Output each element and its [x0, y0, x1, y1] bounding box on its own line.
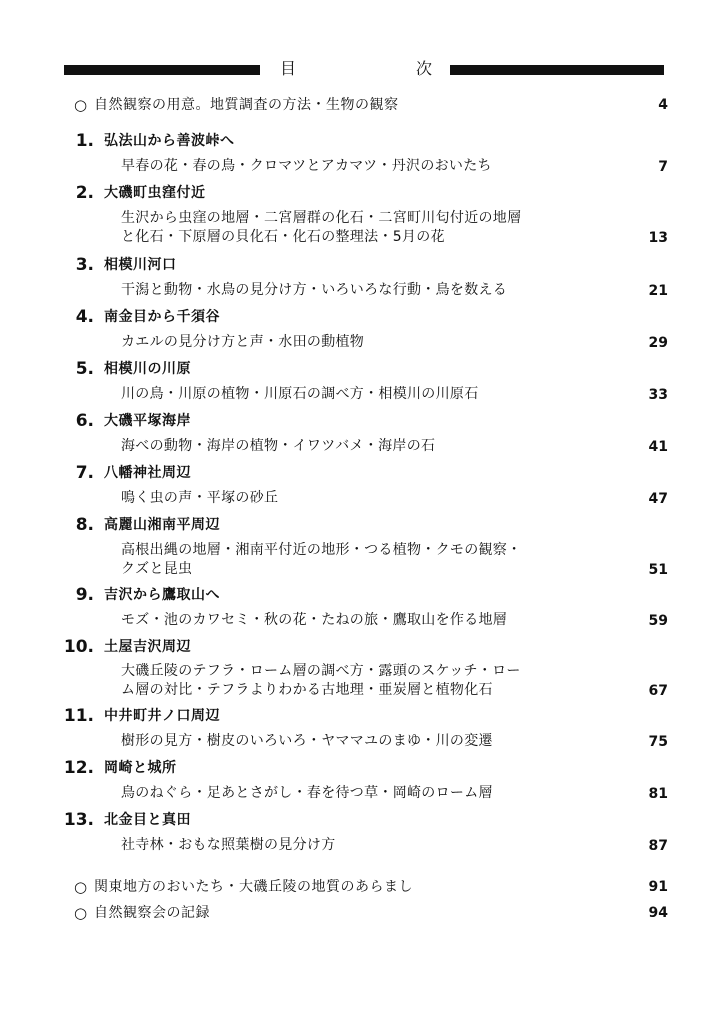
chapter-title: 岡崎と城所 — [104, 760, 177, 776]
chapter-title: 中井町井ノ口周辺 — [104, 708, 220, 724]
page-number: 87 — [648, 838, 668, 854]
toc-entry-text: 関東地方のおいたち・大磯丘陵の地質のあらまし — [94, 879, 413, 895]
chapter-topics-line: と化石・下原層の貝化石・化石の整理法・5月の花 — [121, 229, 445, 245]
chapter-title: 八幡神社周辺 — [104, 465, 191, 481]
header-rule-right — [450, 65, 664, 75]
chapter-number: 6. — [75, 411, 94, 431]
chapter-topics-line: 干潟と動物・水鳥の見分け方・いろいろな行動・鳥を数える — [121, 282, 508, 298]
chapter-number: 7. — [75, 463, 94, 483]
chapter-topics-line: 生沢から虫窪の地層・二宮層群の化石・二宮町川匂付近の地層 — [121, 210, 522, 226]
header-title-right: 次 — [416, 59, 433, 78]
page-number: 33 — [648, 387, 668, 403]
chapter-topics-line: 鳴く虫の声・平塚の砂丘 — [121, 490, 279, 506]
chapter-title: 北金目と真田 — [104, 812, 191, 828]
chapter-number: 9. — [75, 585, 94, 605]
chapter-topics-line: 鳥のねぐら・足あとさがし・春を待つ草・岡崎のローム層 — [121, 785, 493, 801]
chapter-topics-line: 社寺林・おもな照葉樹の見分け方 — [121, 837, 336, 853]
header-rule-left — [64, 65, 260, 75]
chapter-number: 11. — [63, 706, 94, 726]
chapter-title: 大磯平塚海岸 — [104, 413, 191, 429]
chapter-number: 12. — [63, 758, 94, 778]
toc-header — [64, 58, 664, 82]
page-number: 41 — [648, 439, 668, 455]
chapter-topics-line: 海べの動物・海岸の植物・イワツバメ・海岸の石 — [121, 438, 436, 454]
chapter-number: 13. — [63, 810, 94, 830]
circle-bullet-icon: ○ — [74, 878, 88, 896]
chapter-number: 4. — [75, 307, 94, 327]
header-title-left: 目 — [280, 59, 297, 78]
page-number: 91 — [648, 879, 668, 895]
chapter-topics-line: 樹形の見方・樹皮のいろいろ・ヤママユのまゆ・川の変遷 — [121, 733, 493, 749]
chapter-number: 8. — [75, 515, 94, 535]
chapter-title: 相模川河口 — [104, 257, 177, 273]
chapter-title: 大磯町虫窪付近 — [104, 185, 206, 201]
toc-entry-text: 自然観察の用意。地質調査の方法・生物の観察 — [94, 97, 399, 113]
chapter-topics-line: ム層の対比・テフラよりわかる古地理・亜炭層と植物化石 — [121, 682, 493, 698]
page-number: 75 — [648, 734, 668, 750]
circle-bullet-icon: ○ — [74, 904, 88, 922]
page-number: 59 — [648, 613, 668, 629]
page-number: 21 — [648, 283, 668, 299]
chapter-topics-line: モズ・池のカワセミ・秋の花・たねの旅・鷹取山を作る地層 — [121, 612, 508, 628]
page-number: 81 — [648, 786, 668, 802]
chapter-title: 土屋吉沢周辺 — [104, 639, 191, 655]
chapter-topics-line: カエルの見分け方と声・水田の動植物 — [121, 334, 365, 350]
circle-bullet-icon: ○ — [74, 96, 88, 114]
toc-entry-text: 自然観察会の記録 — [94, 905, 210, 921]
chapter-topics-line: 早春の花・春の鳥・クロマツとアカマツ・丹沢のおいたち — [121, 158, 492, 174]
chapter-title: 吉沢から鷹取山へ — [104, 587, 220, 603]
chapter-topics-line: 高根出縄の地層・湘南平付近の地形・つる植物・クモの観察・ — [121, 542, 522, 558]
chapter-topics-line: 川の鳥・川原の植物・川原石の調べ方・相模川の川原石 — [121, 386, 479, 402]
chapter-title: 弘法山から善波峠へ — [104, 133, 235, 149]
chapter-title: 南金目から千須谷 — [104, 309, 220, 325]
chapter-title: 高麗山湘南平周辺 — [104, 517, 220, 533]
page-number: 4 — [658, 97, 668, 113]
chapter-topics-line: 大磯丘陵のテフラ・ローム層の調べ方・露頭のスケッチ・ロー — [121, 663, 521, 679]
page-number: 67 — [648, 683, 668, 699]
chapter-number: 5. — [75, 359, 94, 379]
chapter-number: 3. — [75, 255, 94, 275]
chapter-number: 2. — [75, 183, 94, 203]
page-number: 13 — [648, 230, 668, 246]
chapter-number: 10. — [63, 637, 94, 657]
page-number: 29 — [648, 335, 668, 351]
page-number: 94 — [648, 905, 668, 921]
chapter-number: 1. — [75, 131, 94, 151]
chapter-title: 相模川の川原 — [104, 361, 191, 377]
page-number: 47 — [648, 491, 668, 507]
page-number: 51 — [648, 562, 668, 578]
page-number: 7 — [658, 159, 668, 175]
chapter-topics-line: クズと昆虫 — [121, 561, 193, 577]
